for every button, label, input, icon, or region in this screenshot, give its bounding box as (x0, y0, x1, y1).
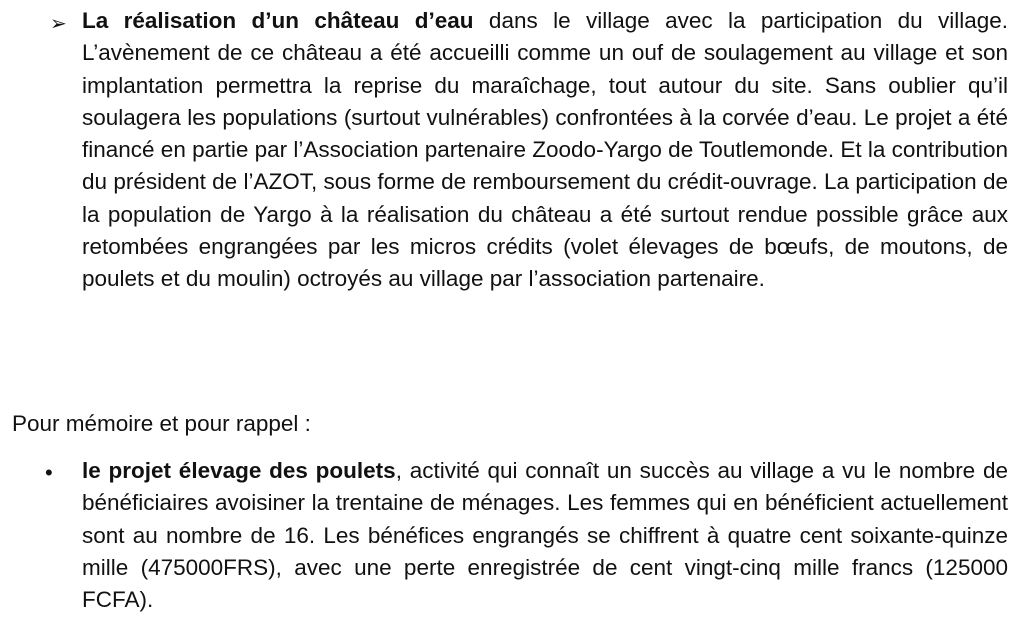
dot-bullet-icon: • (45, 460, 53, 485)
item-bold-lead: La réalisation d’un château d’eau (82, 8, 474, 33)
list-item-water-tower (82, 5, 1008, 296)
item-body-text: , activité qui connaît un succès au village a vu le nombre de bénéficiaires avoisiner la trentaine de ménages. Les femmes qui en bénéficient actuellement sont au nombre de 16. Les bénéfices engrangés se chiffrent à quatre cent soixante-quinze mille (475000FRS), avec une perte enregistrée de cent vingt-cinq mille francs (125000 FCFA). (82, 458, 1008, 613)
arrow-bullet-icon: ➢ (50, 13, 67, 35)
item-bold-lead: le projet élevage des poulets (82, 458, 396, 483)
list-item-poultry-project (82, 455, 1008, 616)
reminder-paragraph: Pour mémoire et pour rappel : (12, 411, 311, 436)
item-body-text: dans le village avec la participation du village. L’avènement de ce château a été accueilli comme un ouf de soulagement au village et son implantation permettra la reprise du maraîchage, tout autour du site. Sans oublier qu’il soulagera les populations (surtout vulnérables) confrontées à la corvée d’eau. Le projet a été financé en partie par l’Association partenaire Zoodo-Yargo de Toutlemonde. Et la contribution du président de l’AZOT, sous forme de remboursement du crédit-ouvrage. La participation de la population de Yargo à la réalisation du château a été surtout rendue possible grâce aux retombées engrangées par les micros crédits (volet élevages de bœufs, de moutons, de poulets et du moulin) octroyés au village par l’association partenaire. (82, 8, 1009, 292)
